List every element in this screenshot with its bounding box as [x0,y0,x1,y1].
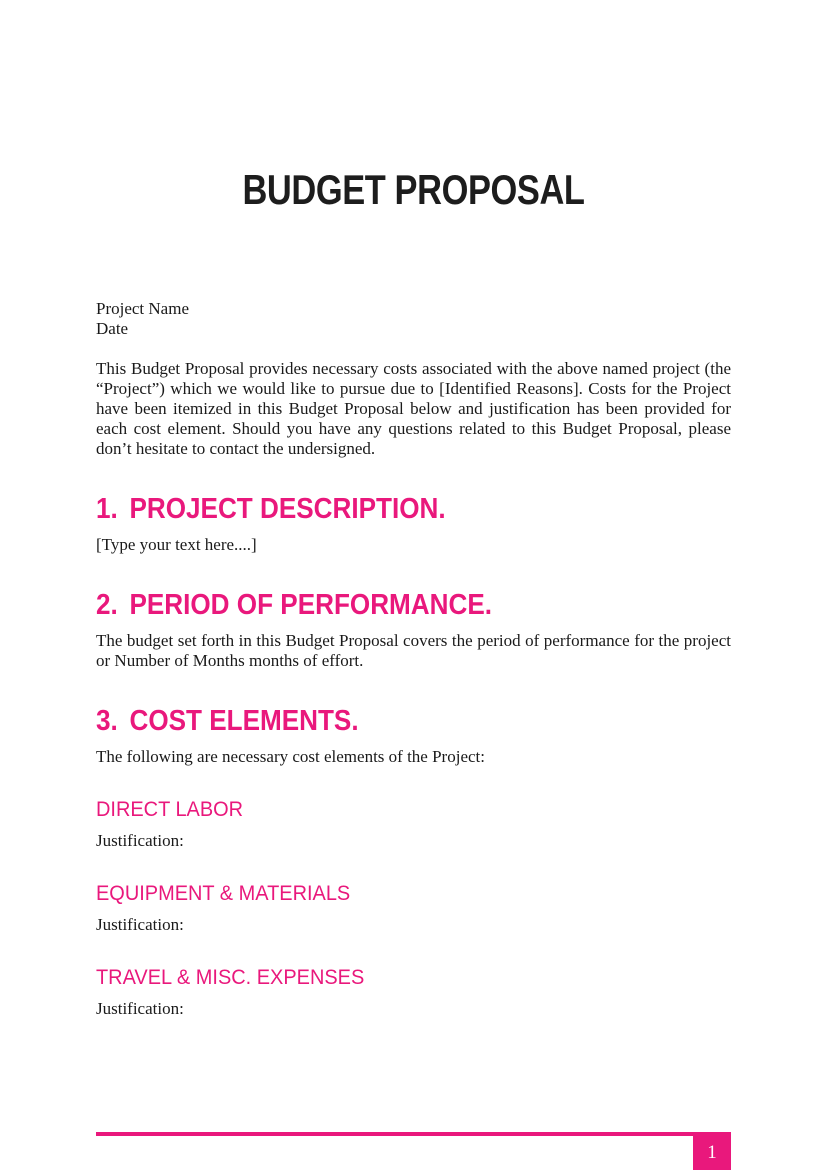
cost-element-equipment-materials [96,882,731,935]
section-period-of-performance [96,588,731,671]
section-3-heading [96,704,668,738]
direct-labor-justification-label: Justification: [96,831,184,850]
cost-element-direct-labor [96,798,731,851]
section-2-body: The budget set forth in this Budget Proposal covers the period of performance for the project or Number of Months months of effort. [96,631,731,670]
section-1-number: 1. [96,493,118,525]
intro-paragraph: This Budget Proposal provides necessary costs associated with the above named project (the “Project”) which we would like to pursue due to [Identified Reasons]. Costs for the Project have been itemized in this Budget Proposal below and justification has been provided for each cost element. Should you have any questions related to this Budget Proposal, please don’t hesitate to contact the undersigned. [96,359,731,458]
travel-misc-justification-label: Justification: [96,999,184,1018]
page-number-badge [693,1136,731,1170]
page-number: 1 [707,1142,717,1163]
date-placeholder: Date [96,319,129,338]
cost-element-equipment-materials-heading: EQUIPMENT & MATERIALS [96,882,351,905]
section-3-body: The following are necessary cost elements of the Project: [96,747,485,766]
section-3-number: 3. [96,705,118,737]
section-cost-elements [96,704,731,1019]
section-3-title: COST ELEMENTS. [129,705,359,737]
project-name-placeholder: Project Name [96,299,189,318]
section-1-title: PROJECT DESCRIPTION. [129,493,446,525]
section-2-heading [96,588,668,622]
section-2-number: 2. [96,589,118,621]
footer-rule [96,1132,731,1136]
cost-element-travel-misc-heading: TRAVEL & MISC. EXPENSES [96,966,365,989]
document-title: BUDGET PROPOSAL [242,166,585,213]
cost-element-direct-labor-heading: DIRECT LABOR [96,798,244,821]
section-2-title: PERIOD OF PERFORMANCE. [129,589,492,621]
equipment-materials-justification-label: Justification: [96,915,184,934]
cost-element-travel-misc-expenses [96,966,731,1019]
section-1-body: [Type your text here....] [96,535,257,554]
document-meta [96,299,731,339]
section-project-description [96,492,731,555]
section-1-heading [96,492,668,526]
